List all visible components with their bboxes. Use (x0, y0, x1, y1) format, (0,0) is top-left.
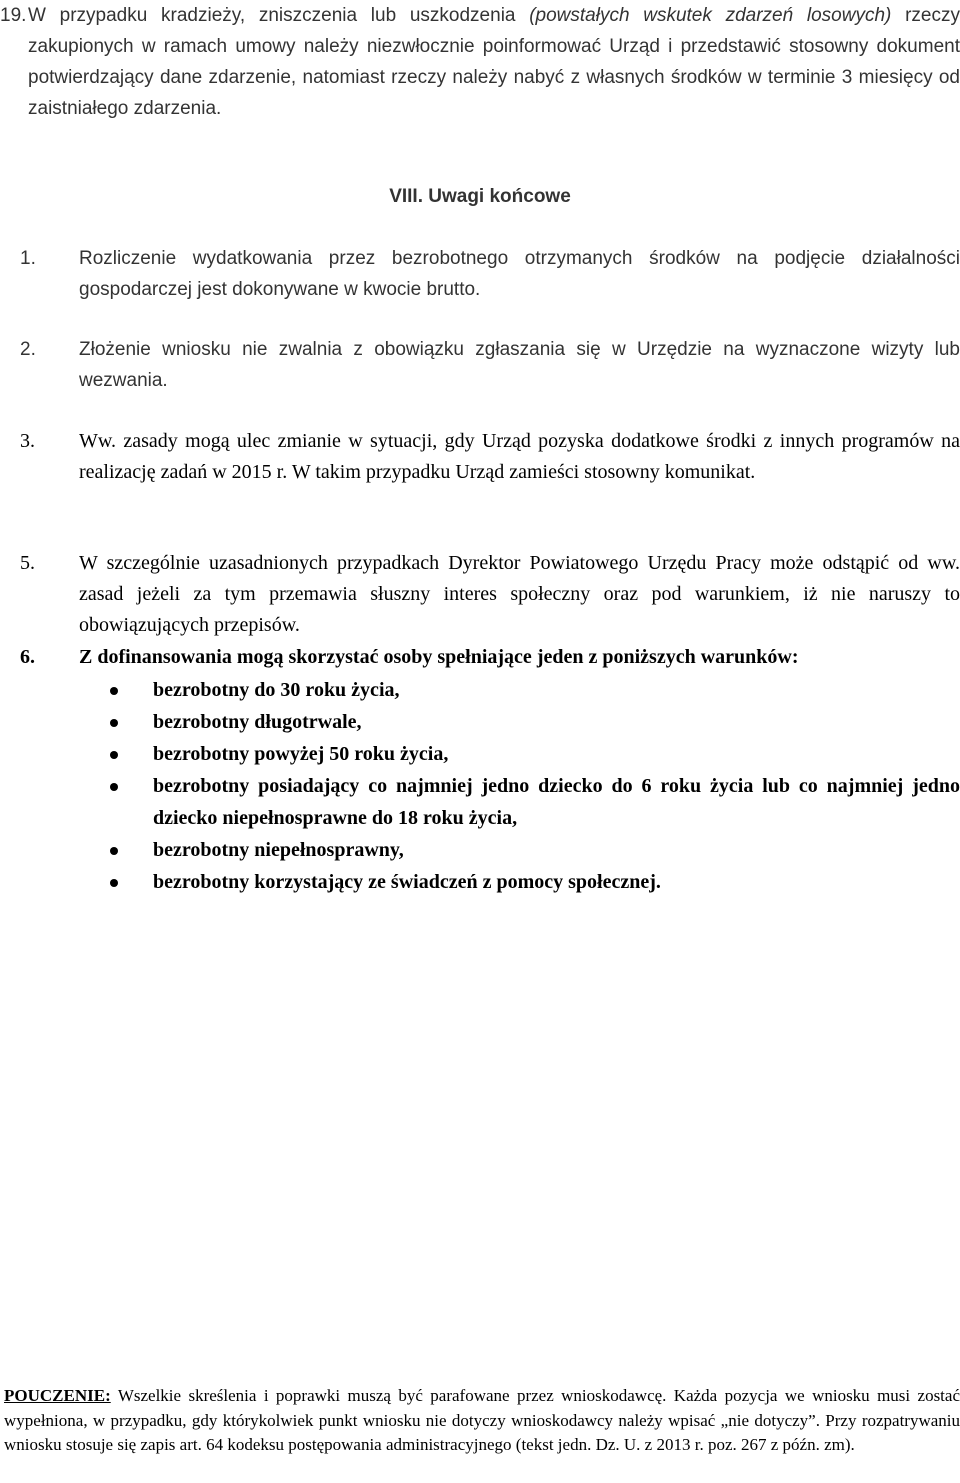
list-item-text: bezrobotny powyżej 50 roku życia, (153, 743, 449, 765)
paragraph-19 (0, 0, 960, 124)
remark-text: Złożenie wniosku nie zwalnia z obowiązku zgłaszania się w Urzędzie na wyznaczone wizyty lub wezwania. (79, 339, 960, 391)
remark-item-6 (20, 642, 960, 673)
remark-text: Ww. zasady mogą ulec zmianie w sytuacji, gdy Urząd pozyska dodatkowe środki z innych programów na realizację zadań w 2015 r. W takim przypadku Urząd zamieści stosowny komunikat. (79, 430, 960, 483)
paragraph-text-part: rzeczy zakupionych w ramach umowy należy niezwłocznie poinformować Urząd i przedstawić stosowny dokument potwierdzający dane zdarzenie, natomiast rzeczy należy nabyć z własnych środków w terminie 3 miesięcy od zaistniałego zdarzenia. (28, 5, 960, 119)
list-item (110, 738, 960, 770)
list-item-text: bezrobotny posiadający co najmniej jedno dziecko do 6 roku życia lub co najmniej jedno dziecko niepełnosprawne do 18 roku życia, (153, 775, 960, 829)
bullet-icon (110, 879, 118, 887)
section-heading: VIII. Uwagi końcowe (389, 186, 571, 207)
remark-text: Z dofinansowania mogą skorzystać osoby spełniające jeden z poniższych warunków: (79, 646, 799, 668)
remark-text: W szczególnie uzasadnionych przypadkach Dyrektor Powiatowego Urzędu Pracy może odstąpić od ww. zasad jeżeli za tym przemawia słuszny interes społeczny oraz pod warunkiem, iż nie naruszy to obowiązujących przepisów. (79, 552, 960, 636)
list-item-text: bezrobotny do 30 roku życia, (153, 679, 400, 701)
bullet-icon (110, 687, 118, 695)
list-item (110, 674, 960, 706)
remark-number: 5. (20, 552, 35, 574)
list-item (110, 866, 960, 898)
bullet-icon (110, 783, 118, 791)
remark-number: 3. (20, 430, 35, 452)
list-item-text: bezrobotny korzystający ze świadczeń z pomocy społecznej. (153, 871, 661, 893)
remark-item-2 (20, 334, 960, 396)
list-item-text: bezrobotny niepełnosprawny, (153, 839, 404, 861)
paragraph-text (28, 0, 960, 124)
bullet-icon (110, 847, 118, 855)
remark-item-3 (20, 426, 960, 488)
list-item (110, 706, 960, 738)
notice-text: Wszelkie skreślenia i poprawki muszą być parafowane przez wnioskodawcę. Każda pozycja we wniosku musi zostać wypełniona, w przypadku, gdy którykolwiek punkt wniosku nie dotyczy wnioskodawcy należy wpisać „nie dotyczy”. Przy rozpatrywaniu wniosku stosuje się zapis art. 64 kodeksu postępowania administracyjnego (tekst jedn. Dz. U. z 2013 r. poz. 267 z późn. zm). (4, 1386, 960, 1454)
conditions-list (110, 674, 960, 898)
list-item-text: bezrobotny długotrwale, (153, 711, 362, 733)
remark-item-5 (20, 548, 960, 641)
remark-number: 6. (20, 646, 35, 668)
remark-number: 2. (20, 339, 36, 360)
bullet-icon (110, 751, 118, 759)
list-item (110, 834, 960, 866)
paragraph-text-part: W przypadku kradzieży, zniszczenia lub uszkodzenia (28, 5, 530, 26)
remark-text: Rozliczenie wydatkowania przez bezrobotnego otrzymanych środków na podjęcie działalności gospodarczej jest dokonywane w kwocie brutto. (79, 248, 960, 300)
remark-item-1 (20, 243, 960, 305)
remark-number: 1. (20, 248, 36, 269)
notice (4, 1384, 960, 1458)
bullet-icon (110, 719, 118, 727)
paragraph-number: 19. (0, 5, 27, 26)
notice-label: POUCZENIE: (4, 1386, 111, 1405)
list-item (110, 770, 960, 834)
paragraph-italic-text: (powstałych wskutek zdarzeń losowych) (529, 5, 892, 26)
